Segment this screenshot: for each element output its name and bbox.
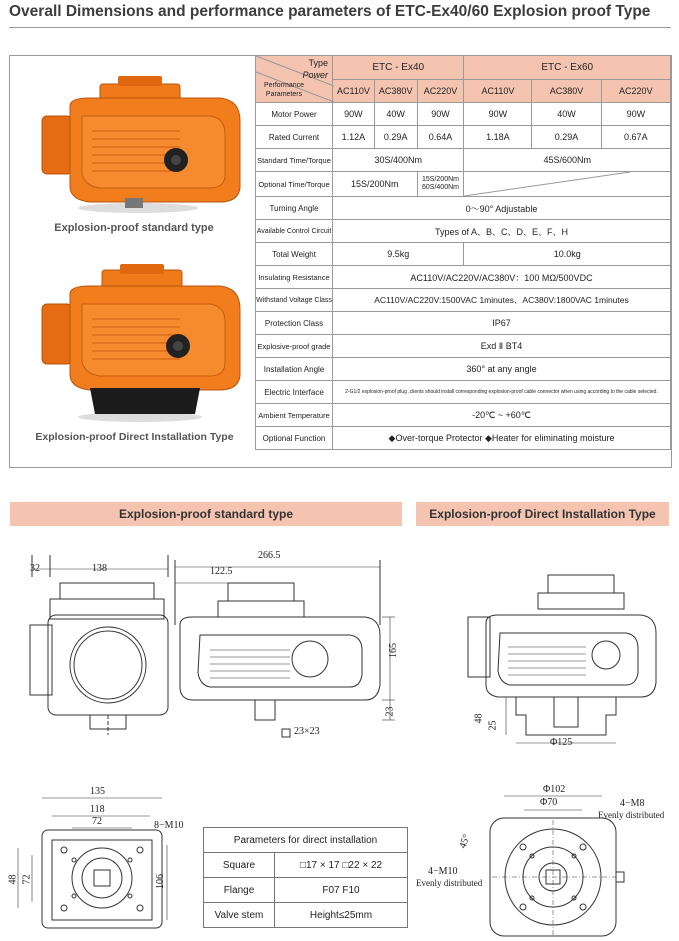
dim-23: 23 [384,706,396,717]
value-cell: 1.18A [464,126,532,149]
model-ex40: ETC - Ex40 [333,56,464,80]
install-row-value: Height≤25mm [275,903,408,928]
standard-front-view-drawing [20,555,170,735]
caption-direct: Explosion-proof Direct Installation Type [35,431,234,443]
value-cell: -20℃ ~ +60℃ [333,404,671,427]
row-label: Available Control Circuit [256,220,333,243]
empty-cell [464,172,671,197]
title-divider [9,27,671,28]
install-row-label: Valve stem [204,903,275,928]
dim-48-b: 48 [7,874,19,885]
model-ex60: ETC - Ex60 [464,56,671,80]
optional-time-line: 60S/400Nm [422,184,459,191]
value-cell: 90W [601,103,670,126]
voltage-cell: AC220V [601,79,670,103]
value-cell: Exd Ⅱ BT4 [333,335,671,358]
value-cell: 0～90° Adjustable [333,197,671,220]
caption-standard: Explosion-proof standard type [54,222,214,234]
dim-23x23: 23×23 [294,726,320,737]
value-cell: 0.64A [417,126,464,149]
dim-phi70: Φ70 [540,797,558,808]
dim-4-m8: 4−M8 [620,798,645,809]
row-label: Ambient Temperature [256,404,333,427]
row-label: Total Weight [256,243,333,266]
value-cell: Types of A、B、C、D、E、F、H [333,220,671,243]
row-label: Installation Angle [256,358,333,381]
section-bar-direct: Explosion-proof Direct Installation Type [416,502,669,526]
voltage-cell: AC110V [464,79,532,103]
row-label: Withstand Voltage Class [256,289,333,312]
row-label: Protection Class [256,312,333,335]
value-cell: 90W [464,103,532,126]
value-cell: IP67 [333,312,671,335]
voltage-cell: AC380V [374,79,417,103]
install-row-value: F07 F10 [275,878,408,903]
dim-135: 135 [90,786,105,797]
row-label: Electric Interface [256,381,333,404]
row-label: Turning Angle [256,197,333,220]
value-cell [417,172,464,197]
row-label: Optional Time/Torque [256,172,333,197]
value-cell: 90W [417,103,464,126]
value-cell: 2-G1/2 explosion-proof plug ,clients should install corresponding explosion-proof cable connector when using according to the cable selected. [333,381,671,404]
voltage-cell: AC220V [417,79,464,103]
value-cell: 90W [333,103,375,126]
type-power-header [256,56,333,103]
value-cell: 15S/200Nm [333,172,418,197]
optional-time-line: 15S/200Nm [422,176,459,183]
dim-25: 25 [487,720,499,731]
value-cell: 0.67A [601,126,670,149]
install-row-label: Flange [204,878,275,903]
dim-118: 118 [90,804,105,815]
voltage-cell: AC110V [333,79,375,103]
row-label: Explosive-proof grade [256,335,333,358]
header-type: Type [308,58,328,68]
direct-side-view-drawing [466,575,666,760]
value-cell: ◆Over-torque Protector ◆Heater for eliminating moisture [333,427,671,450]
dim-4-m10: 4−M10 [428,866,458,877]
value-cell: 0.29A [532,126,601,149]
row-label: Insulating Resistance [256,266,333,289]
value-cell: 40W [532,103,601,126]
row-label: Standard Time/Torque [256,149,333,172]
page-title: Overall Dimensions and performance parameters of ETC-Ex40/60 Explosion proof Type [9,3,651,20]
row-label: Rated Current [256,126,333,149]
dim-266-5: 266.5 [258,550,281,561]
value-cell: 10.0kg [464,243,671,266]
actuator-standard-photo [30,76,245,216]
header-power: Power [302,70,328,80]
install-table-title: Parameters for direct installation [204,828,408,853]
section-bar-standard: Explosion-proof standard type [10,502,402,526]
standard-side-view-drawing [170,555,400,745]
value-cell: 40W [374,103,417,126]
row-label: Optional Function [256,427,333,450]
value-cell: 1.12A [333,126,375,149]
value-cell: 0.29A [374,126,417,149]
header-performance: Performance Parameters [263,82,305,98]
dim-106: 106 [155,874,166,889]
dim-72-a: 72 [92,816,102,827]
dim-4-m10-note: Evenly distributed [416,878,483,888]
dim-32: 32 [30,563,40,574]
value-cell: AC110V/AC220V/AC380V：100 MΩ/500VDC [333,266,671,289]
dim-phi125: Φ125 [550,737,573,748]
install-params-table [203,827,408,928]
value-cell: 360° at any angle [333,358,671,381]
dim-122-5: 122.5 [210,566,233,577]
value-cell: AC110V/AC220V:1500VAC 1minutes、AC380V:1800VAC 1minutes [333,289,671,312]
install-row-label: Square [204,853,275,878]
dim-phi102: Φ102 [543,784,566,795]
spec-table [255,55,671,450]
dim-48: 48 [473,713,485,724]
empty-diagonal [464,172,630,196]
install-row-value: □17 × 17 □22 × 22 [275,853,408,878]
value-cell: 30S/400Nm [333,149,464,172]
dim-165: 165 [388,643,399,658]
dim-4-m8-note: Evenly distributed [598,810,665,820]
dim-8-m10: 8−M10 [154,820,184,831]
dim-45-deg: 45° [457,833,473,850]
actuator-direct-photo [30,264,245,424]
value-cell: 45S/600Nm [464,149,671,172]
row-label: Motor Power [256,103,333,126]
dim-72-b: 72 [21,874,33,885]
value-cell: 9.5kg [333,243,464,266]
dim-138: 138 [92,563,107,574]
voltage-cell: AC380V [532,79,601,103]
